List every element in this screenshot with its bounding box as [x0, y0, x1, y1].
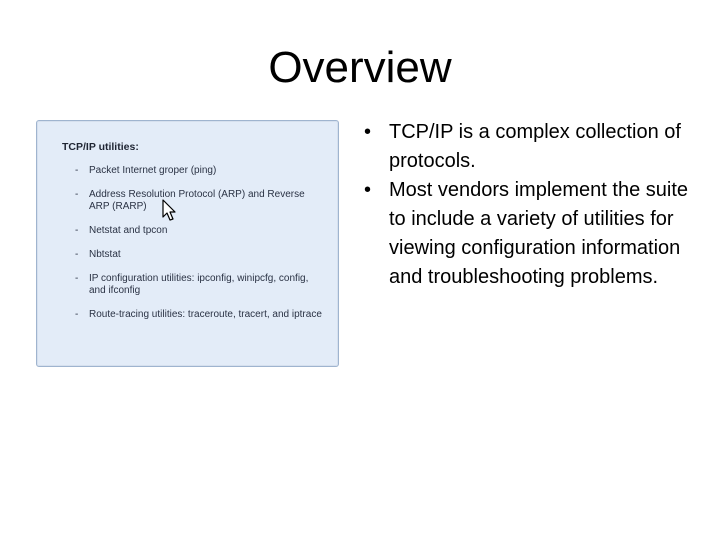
bullet-item	[364, 118, 704, 176]
figure-item-text: Packet Internet groper (ping)	[89, 165, 217, 176]
dash-marker: -	[75, 273, 79, 284]
bullet-text: Most vendors implement the suite to include a variety of utilities for viewing configuration information and troubleshooting problems.	[389, 179, 689, 288]
figure-item-text: Address Resolution Protocol (ARP) and Reverse ARP (RARP)	[89, 189, 305, 212]
figure-heading: TCP/IP utilities:	[62, 141, 139, 153]
figure-list-item	[75, 249, 325, 261]
figure-list-item	[75, 189, 325, 213]
dash-marker: -	[75, 225, 79, 236]
figure-list-item	[75, 273, 325, 297]
bullet-marker: •	[364, 179, 372, 201]
bullet-list	[364, 118, 704, 292]
bullet-marker: •	[364, 121, 372, 143]
dash-marker: -	[75, 249, 79, 260]
dash-marker: -	[75, 309, 79, 320]
figure-list-item	[75, 165, 325, 177]
bullet-item	[364, 176, 704, 292]
figure-list-item	[75, 309, 325, 321]
figure-list-item	[75, 225, 325, 237]
figure-item-text: IP configuration utilities: ipconfig, winipcfg, config, and ifconfig	[89, 273, 309, 296]
figure-item-text: Nbtstat	[89, 249, 121, 260]
figure-item-text: Route-tracing utilities: traceroute, tracert, and iptrace	[89, 309, 322, 320]
dash-marker: -	[75, 189, 79, 200]
bullet-text: TCP/IP is a complex collection of protocols.	[389, 121, 681, 172]
slide-title: Overview	[268, 43, 452, 92]
tcpip-utilities-figure	[36, 120, 339, 367]
dash-marker: -	[75, 165, 79, 176]
pointer-arrow-icon	[162, 199, 178, 223]
figure-item-text: Netstat and tpcon	[89, 225, 168, 236]
figure-utility-list	[75, 165, 325, 333]
